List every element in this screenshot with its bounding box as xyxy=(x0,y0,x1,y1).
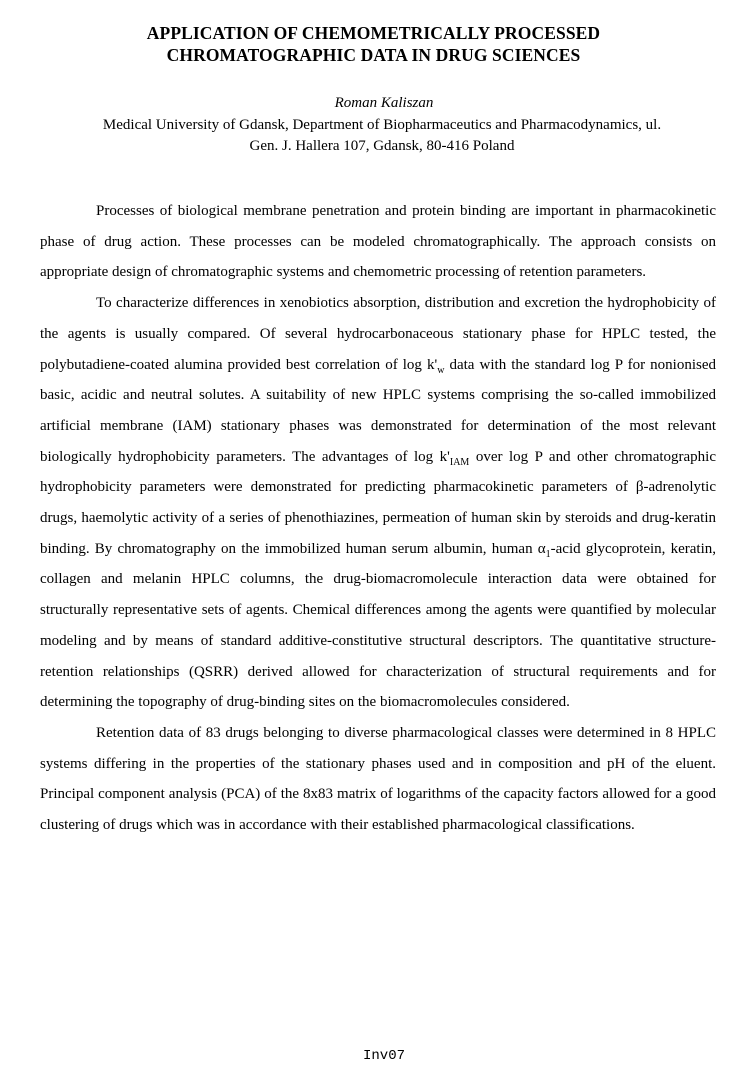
paper-title xyxy=(0,22,747,66)
paragraph-2-part-4: -acid glycoprotein, keratin, collagen and melanin HPLC columns, the drug-biomacromolecule interaction data were obtained for structurally representative sets of agents. Chemical differences among the agents were quantified by molecular modeling and by means of standard additive-constitutive structural descriptors. The quantitative structure-retention relationships (QSRR) derived allowed for characterization of structural requirements and for determining the topography of drug-binding sites on the biomacromolecules considered. xyxy=(40,540,716,711)
paragraph-2-part-1: To characterize differences in xenobiotics absorption, distribution and excretion the hydrophobicity of the agents is usually compared. Of several hydrocarbonaceous stationary phase for HPLC tested, the polybutadiene-coated alumina provided best correlation of log k' xyxy=(40,295,716,373)
subscript-iam: IAM xyxy=(449,456,470,468)
page-footer-code: Inv07 xyxy=(362,1048,405,1064)
paragraph-2-part-3: over log P and other chromatographic hydrophobicity parameters were demonstrated for predicting pharmacokinetic parameters of β-adrenolytic drugs, haemolytic activity of a series of phenothiazines, permeation of human skin by steroids and drug-keratin binding. By chromatography on the immobilized human serum albumin, human α xyxy=(40,448,716,557)
affiliation-line-1: Medical University of Gdansk, Department of Biopharmaceutics and Pharmacodynamics, ul. xyxy=(102,117,662,133)
abstract-body xyxy=(40,196,716,841)
paragraph-3: Retention data of 83 drugs belonging to diverse pharmacological classes were determined in 8 HPLC systems differing in the properties of the stationary phases used and in composition and pH of the eluent. Principal component analysis (PCA) of the 8x83 matrix of logarithms of the capacity factors allowed for a good clustering of drugs which was in accordance with their established pharmacological classifications. xyxy=(40,724,716,834)
title-line-2: CHROMATOGRAPHIC DATA IN DRUG SCIENCES xyxy=(166,45,581,65)
paragraph-2 xyxy=(40,288,716,718)
subscript-w: w xyxy=(437,364,445,376)
affiliation-line-2: Gen. J. Hallera 107, Gdansk, 80-416 Poland xyxy=(249,138,515,154)
author-name: Roman Kaliszan xyxy=(334,95,434,111)
title-line-1: APPLICATION OF CHEMOMETRICALLY PROCESSED xyxy=(146,23,601,43)
paragraph-2-part-2: data with the standard log P for nonionised basic, acidic and neutral solutes. A suitability of new HPLC systems comprising the so-called immobilized artificial membrane (IAM) stationary phases was demonstrated for determination of the most relevant biologically hydrophobicity parameters. The advantages of log k' xyxy=(40,356,716,465)
subscript-1: 1 xyxy=(545,548,551,560)
paragraph-1: Processes of biological membrane penetration and protein binding are important in pharmacokinetic phase of drug action. These processes can be modeled chromatographically. The approach consists on appropriate design of chromatographic systems and chemometric processing of retention parameters. xyxy=(40,203,716,281)
affiliation xyxy=(50,115,714,157)
